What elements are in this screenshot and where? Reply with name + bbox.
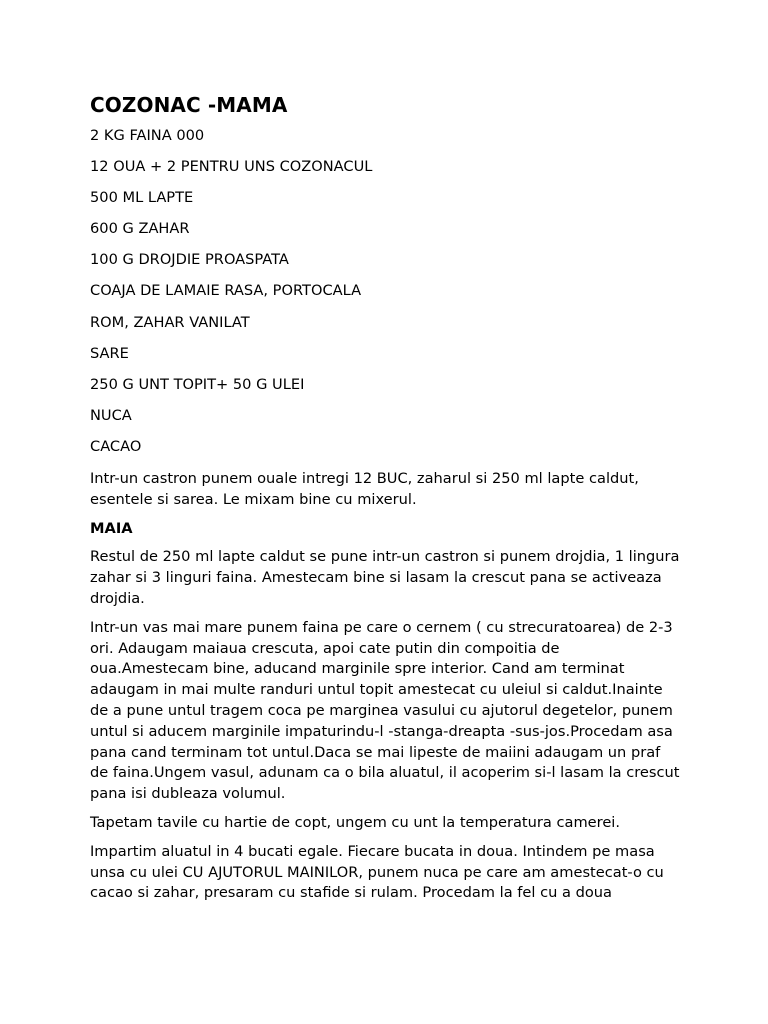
document-page [90,92,680,912]
recipe-title: COZONAC -MAMA [90,93,288,117]
maia-heading: MAIA [90,519,133,537]
ingredient-item: SARE [90,344,129,362]
ingredient-item: ROM, ZAHAR VANILAT [90,313,250,331]
ingredient-item: 500 ML LAPTE [90,189,194,207]
ingredient-item: NUCA [90,406,132,424]
ingredient-item: COAJA DE LAMAIE RASA, PORTOCALA [90,282,362,300]
ingredient-item: 100 G DROJDIE PROASPATA [90,251,289,269]
ingredient-list [90,127,680,456]
ingredient-item: 12 OUA + 2 PENTRU UNS COZONACUL [90,158,373,176]
instruction-paragraph: Intr-un vas mai mare punem faina pe care o cernem ( cu strecuratoarea) de 2-3 ori. Adaugam maiaua crescuta, apoi cate putin din compoitia de oua.Amestecam bine, aducand marginile spre interior. Cand am terminat adaugam in mai multe randuri untul topit amestecat cu uleiul si caldut.Inainte de a pune untul tragem coca pe marginea vasului cu ajutorul degetelor, punem untul si aducem marginile impaturindu-l -stanga-dreapta -sus-jos.Procedam asa pana cand terminam tot untul.Daca se mai lipeste de maiini adaugam un praf de faina.Ungem vasul, adunam ca o bila aluatul, il acoperim si-l lasam la crescut pana isi dubleaza volumul. [90,618,680,803]
ingredient-item: 250 G UNT TOPIT+ 50 G ULEI [90,375,305,393]
intro-paragraph: Intr-un castron punem ouale intregi 12 BUC, zaharul si 250 ml lapte caldut, esentele si sarea. Le mixam bine cu mixerul. [90,470,639,508]
ingredient-item: 2 KG FAINA 000 [90,127,205,144]
instruction-paragraph: Tapetam tavile cu hartie de copt, ungem cu unt la temperatura camerei. [90,813,620,831]
ingredient-item: 600 G ZAHAR [90,220,190,238]
instruction-paragraph: Impartim aluatul in 4 bucati egale. Fiecare bucata in doua. Intindem pe masa unsa cu ulei CU AJUTORUL MAINILOR, punem nuca pe care am amestecat-o cu cacao si zahar, presaram cu stafide si rulam. Procedam la fel cu a doua [90,842,664,902]
ingredient-item: CACAO [90,437,142,455]
instruction-paragraph: Restul de 250 ml lapte caldut se pune intr-un castron si punem drojdia, 1 lingura zahar si 3 linguri faina. Amestecam bine si lasam la crescut pana se activeaza drojdia. [90,548,680,608]
